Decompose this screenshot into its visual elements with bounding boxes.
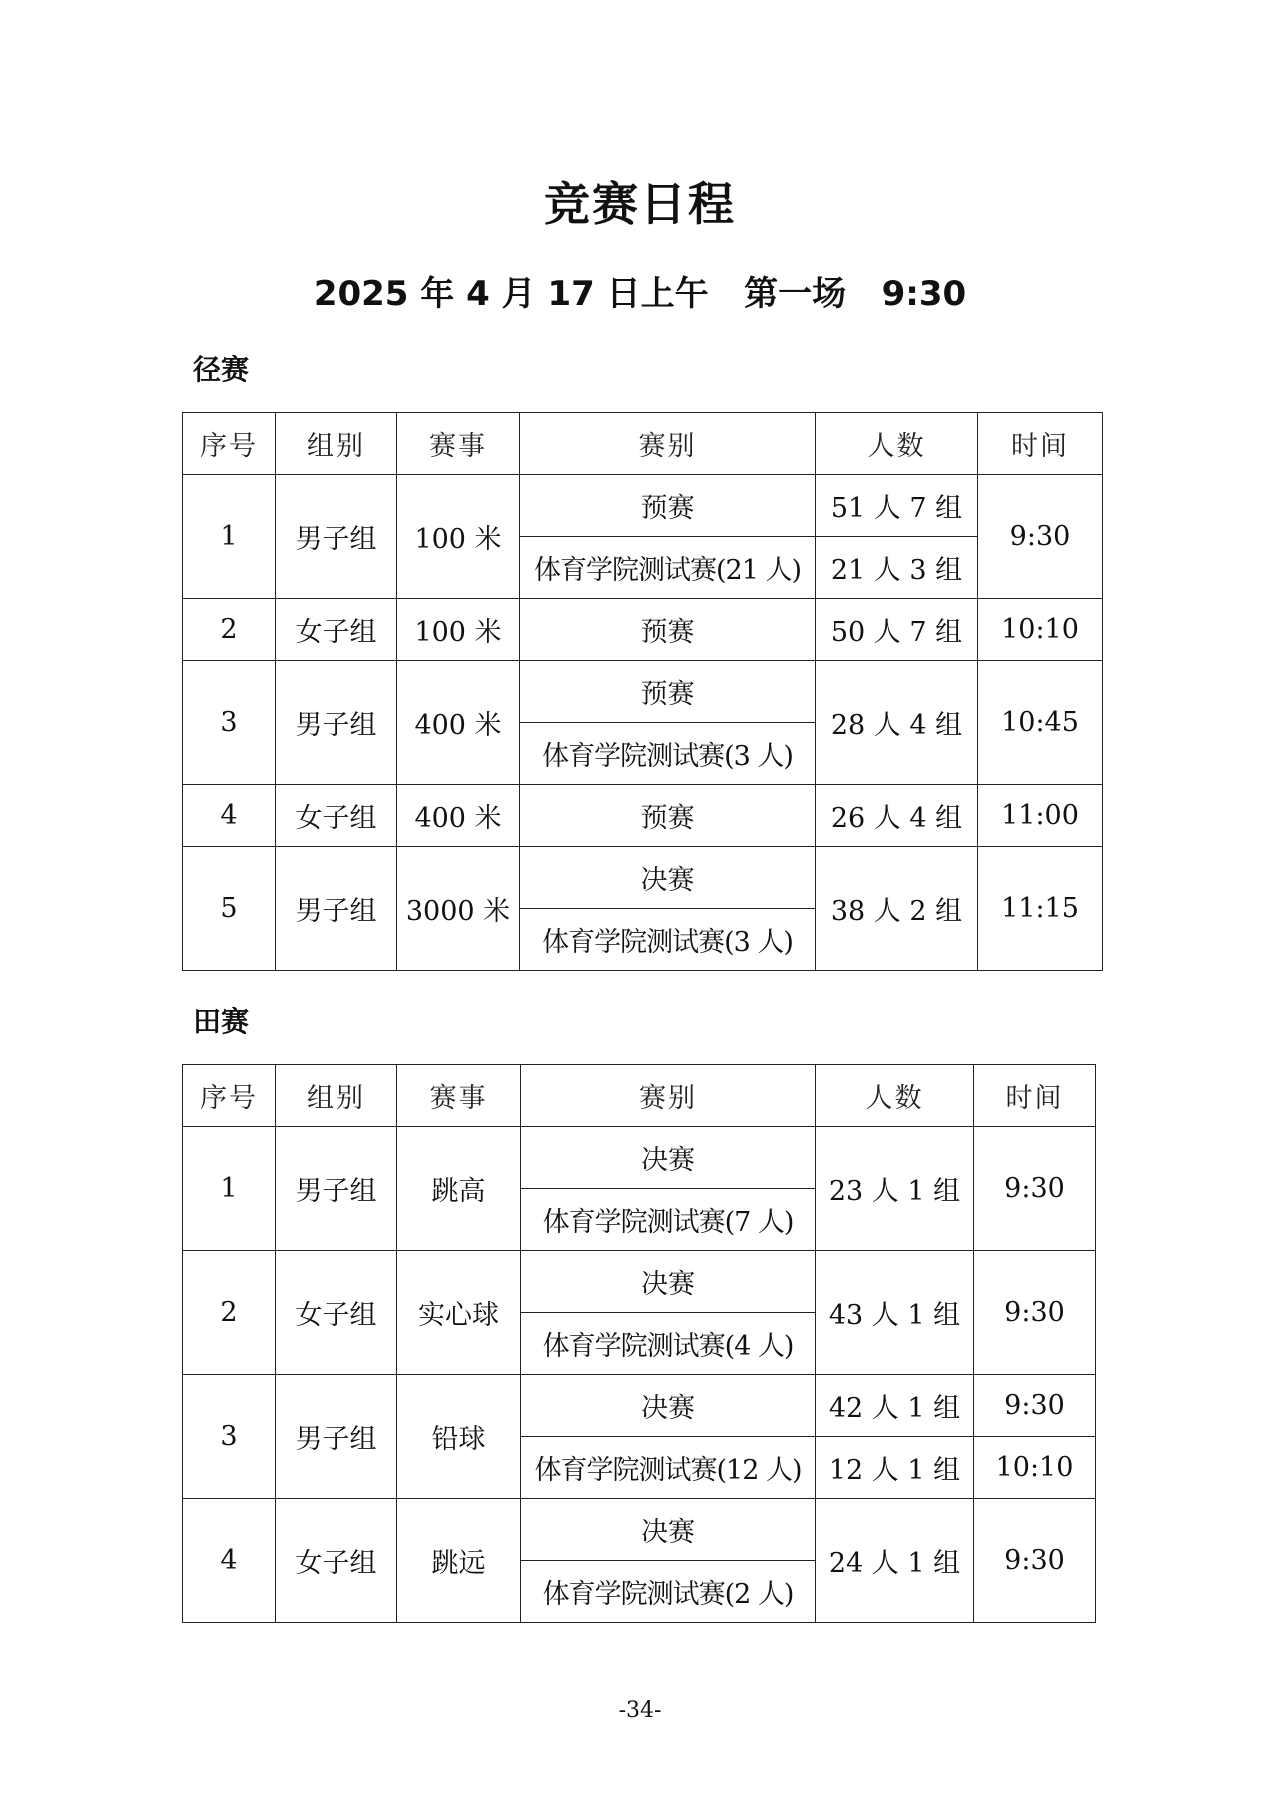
table-row <box>183 1499 1096 1561</box>
page-number: -34- <box>618 1698 662 1723</box>
header-time: 时间 <box>974 1065 1096 1127</box>
row-time: 10:45 <box>978 661 1103 785</box>
schedule-subtitle: 2025 年 4 月 17 日上午 第一场 9:30 <box>313 274 967 314</box>
row-no: 3 <box>183 1375 276 1499</box>
row-count: 28 人 4 组 <box>816 661 978 785</box>
row-count: 21 人 3 组 <box>816 537 978 599</box>
table-row <box>183 475 1103 537</box>
row-group: 男子组 <box>276 847 397 971</box>
table-row <box>183 847 1103 909</box>
header-event: 赛事 <box>397 413 520 475</box>
row-stage-test: 体育学院测试赛(4 人) <box>521 1313 816 1375</box>
row-group: 女子组 <box>276 1251 397 1375</box>
row-time: 9:30 <box>974 1251 1096 1375</box>
row-no: 4 <box>183 785 276 847</box>
row-no: 4 <box>183 1499 276 1623</box>
row-group: 男子组 <box>276 475 397 599</box>
track-section-heading: 径赛 <box>193 353 250 386</box>
row-stage-test: 体育学院测试赛(2 人) <box>521 1561 816 1623</box>
row-event: 100 米 <box>397 599 520 661</box>
table-row <box>183 1127 1096 1189</box>
table-header-row <box>183 413 1103 475</box>
header-no: 序号 <box>183 1065 276 1127</box>
table-row <box>183 599 1103 661</box>
row-event: 400 米 <box>397 661 520 785</box>
row-count: 51 人 7 组 <box>816 475 978 537</box>
header-group: 组别 <box>276 1065 397 1127</box>
table-row <box>183 785 1103 847</box>
row-stage-test: 体育学院测试赛(3 人) <box>520 723 816 785</box>
row-group: 女子组 <box>276 785 397 847</box>
table-header-row <box>183 1065 1096 1127</box>
row-group: 女子组 <box>276 1499 397 1623</box>
row-stage: 决赛 <box>521 1127 816 1189</box>
header-count: 人数 <box>816 413 978 475</box>
row-event: 400 米 <box>397 785 520 847</box>
row-time: 10:10 <box>974 1437 1096 1499</box>
row-time: 11:00 <box>978 785 1103 847</box>
row-count: 50 人 7 组 <box>816 599 978 661</box>
table-row <box>183 1251 1096 1313</box>
row-count: 26 人 4 组 <box>816 785 978 847</box>
row-stage-test: 体育学院测试赛(12 人) <box>521 1437 816 1499</box>
row-stage-test: 体育学院测试赛(21 人) <box>520 537 816 599</box>
table-row <box>183 1375 1096 1437</box>
row-count: 24 人 1 组 <box>816 1499 974 1623</box>
row-stage: 预赛 <box>520 475 816 537</box>
row-event: 铅球 <box>397 1375 521 1499</box>
row-no: 1 <box>183 1127 276 1251</box>
row-no: 5 <box>183 847 276 971</box>
row-group: 男子组 <box>276 1127 397 1251</box>
row-time: 11:15 <box>978 847 1103 971</box>
row-stage-test: 体育学院测试赛(7 人) <box>521 1189 816 1251</box>
row-time: 10:10 <box>978 599 1103 661</box>
row-count: 12 人 1 组 <box>816 1437 974 1499</box>
row-count: 38 人 2 组 <box>816 847 978 971</box>
row-stage-test: 体育学院测试赛(3 人) <box>520 909 816 971</box>
row-stage: 决赛 <box>521 1251 816 1313</box>
row-event: 跳高 <box>397 1127 521 1251</box>
header-count: 人数 <box>816 1065 974 1127</box>
row-group: 女子组 <box>276 599 397 661</box>
row-event: 跳远 <box>397 1499 521 1623</box>
row-event: 实心球 <box>397 1251 521 1375</box>
row-no: 1 <box>183 475 276 599</box>
row-stage: 决赛 <box>521 1375 816 1437</box>
row-time: 9:30 <box>974 1127 1096 1251</box>
row-no: 2 <box>183 599 276 661</box>
row-no: 2 <box>183 1251 276 1375</box>
track-schedule-table <box>182 412 1103 971</box>
row-stage: 决赛 <box>521 1499 816 1561</box>
row-group: 男子组 <box>276 661 397 785</box>
field-schedule-table <box>182 1064 1096 1623</box>
row-event: 3000 米 <box>397 847 520 971</box>
row-stage: 预赛 <box>520 661 816 723</box>
row-time: 9:30 <box>974 1499 1096 1623</box>
row-count: 42 人 1 组 <box>816 1375 974 1437</box>
row-event: 100 米 <box>397 475 520 599</box>
header-stage: 赛别 <box>520 413 816 475</box>
row-time: 9:30 <box>978 475 1103 599</box>
header-group: 组别 <box>276 413 397 475</box>
row-stage: 预赛 <box>520 785 816 847</box>
row-no: 3 <box>183 661 276 785</box>
row-stage: 预赛 <box>520 599 816 661</box>
row-stage: 决赛 <box>520 847 816 909</box>
table-row <box>183 661 1103 723</box>
row-count: 23 人 1 组 <box>816 1127 974 1251</box>
row-time: 9:30 <box>974 1375 1096 1437</box>
header-time: 时间 <box>978 413 1103 475</box>
header-stage: 赛别 <box>521 1065 816 1127</box>
header-no: 序号 <box>183 413 276 475</box>
row-group: 男子组 <box>276 1375 397 1499</box>
row-count: 43 人 1 组 <box>816 1251 974 1375</box>
page-title: 竞赛日程 <box>544 177 736 231</box>
field-section-heading: 田赛 <box>193 1005 250 1038</box>
header-event: 赛事 <box>397 1065 521 1127</box>
